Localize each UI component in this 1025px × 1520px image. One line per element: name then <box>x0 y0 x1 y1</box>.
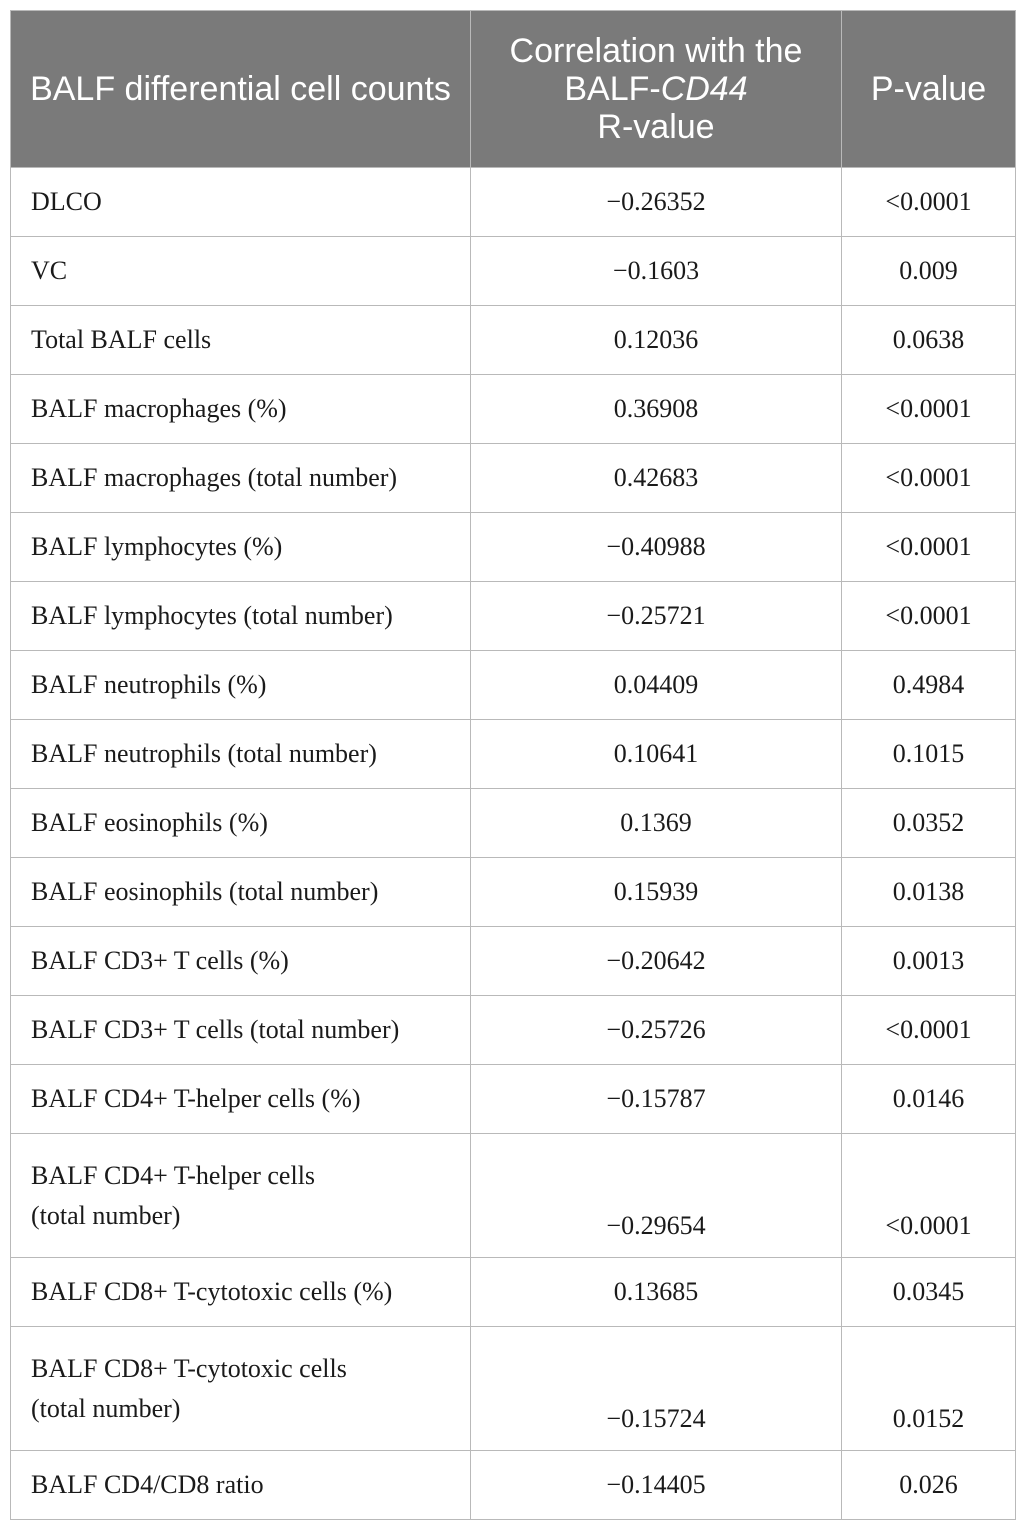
row-label: BALF macrophages (%) <box>11 375 471 444</box>
row-label <box>11 1134 471 1258</box>
p-value-cell: 0.0146 <box>842 1065 1016 1134</box>
p-value-cell: 0.0138 <box>842 858 1016 927</box>
correlation-table-container <box>10 10 1016 1520</box>
table-row <box>11 789 1016 858</box>
table-row <box>11 237 1016 306</box>
row-label <box>11 1327 471 1451</box>
table-row <box>11 1327 1016 1451</box>
row-label: BALF neutrophils (total number) <box>11 720 471 789</box>
row-label: BALF CD3+ T cells (%) <box>11 927 471 996</box>
r-value-cell: 0.12036 <box>471 306 842 375</box>
r-value-cell: 0.13685 <box>471 1258 842 1327</box>
r-value-cell: 0.10641 <box>471 720 842 789</box>
row-label: BALF CD4+ T-helper cells (%) <box>11 1065 471 1134</box>
r-value-header-suffix: R-value <box>597 108 715 146</box>
row-label-line-1: BALF CD8+ T-cytotoxic cells <box>31 1353 347 1383</box>
r-value-cell: 0.1369 <box>471 789 842 858</box>
p-value-cell: 0.026 <box>842 1451 1016 1520</box>
table-row <box>11 444 1016 513</box>
r-value-cell: −0.14405 <box>471 1451 842 1520</box>
row-label: BALF macrophages (total number) <box>11 444 471 513</box>
r-value-cell: −0.20642 <box>471 927 842 996</box>
table-row <box>11 306 1016 375</box>
p-value-cell: 0.4984 <box>842 651 1016 720</box>
r-value-cell: −0.15724 <box>471 1327 842 1451</box>
r-value-cell: −0.1603 <box>471 237 842 306</box>
row-label: Total BALF cells <box>11 306 471 375</box>
header-row <box>11 11 1016 168</box>
table-row <box>11 375 1016 444</box>
r-value-cell: 0.15939 <box>471 858 842 927</box>
table-row <box>11 1134 1016 1258</box>
r-value-cell: −0.29654 <box>471 1134 842 1258</box>
p-value-cell: <0.0001 <box>842 444 1016 513</box>
row-label: BALF lymphocytes (%) <box>11 513 471 582</box>
correlation-table <box>10 10 1016 1520</box>
table-row <box>11 996 1016 1065</box>
row-label-line-1: BALF CD4+ T-helper cells <box>31 1160 316 1190</box>
row-label: DLCO <box>11 168 471 237</box>
column-header-p-value: P-value <box>842 11 1016 168</box>
table-row <box>11 168 1016 237</box>
r-value-cell: −0.25721 <box>471 582 842 651</box>
table-row <box>11 720 1016 789</box>
r-value-cell: 0.04409 <box>471 651 842 720</box>
p-value-cell: 0.1015 <box>842 720 1016 789</box>
table-row <box>11 651 1016 720</box>
p-value-cell: 0.0638 <box>842 306 1016 375</box>
p-value-cell: <0.0001 <box>842 996 1016 1065</box>
r-value-cell: −0.25726 <box>471 996 842 1065</box>
row-label: BALF neutrophils (%) <box>11 651 471 720</box>
p-value-cell: 0.0013 <box>842 927 1016 996</box>
row-label: BALF CD3+ T cells (total number) <box>11 996 471 1065</box>
p-value-cell: <0.0001 <box>842 375 1016 444</box>
table-body <box>11 168 1016 1520</box>
p-value-cell: <0.0001 <box>842 168 1016 237</box>
table-row <box>11 927 1016 996</box>
p-value-cell: <0.0001 <box>842 1134 1016 1258</box>
r-value-cell: 0.36908 <box>471 375 842 444</box>
table-row <box>11 1258 1016 1327</box>
r-value-cell: 0.42683 <box>471 444 842 513</box>
r-value-cell: −0.26352 <box>471 168 842 237</box>
row-label: VC <box>11 237 471 306</box>
p-value-cell: 0.009 <box>842 237 1016 306</box>
table-row <box>11 858 1016 927</box>
table-row <box>11 1065 1016 1134</box>
row-label: BALF CD8+ T-cytotoxic cells (%) <box>11 1258 471 1327</box>
r-value-header-gene: CD44 <box>660 70 748 108</box>
p-value-cell: 0.0152 <box>842 1327 1016 1451</box>
row-label: BALF eosinophils (total number) <box>11 858 471 927</box>
r-value-header-prefix: Correlation with the BALF- <box>509 32 803 108</box>
row-label-line-2: (total number) <box>31 1393 181 1423</box>
column-header-r-value <box>471 11 842 168</box>
table-row <box>11 582 1016 651</box>
p-value-cell: 0.0352 <box>842 789 1016 858</box>
row-label: BALF CD4/CD8 ratio <box>11 1451 471 1520</box>
row-label: BALF lymphocytes (total number) <box>11 582 471 651</box>
column-header-cell-counts: BALF differential cell counts <box>11 11 471 168</box>
p-value-cell: <0.0001 <box>842 582 1016 651</box>
row-label: BALF eosinophils (%) <box>11 789 471 858</box>
table-row <box>11 513 1016 582</box>
row-label-line-2: (total number) <box>31 1200 181 1230</box>
table-row <box>11 1451 1016 1520</box>
r-value-cell: −0.15787 <box>471 1065 842 1134</box>
p-value-cell: <0.0001 <box>842 513 1016 582</box>
r-value-cell: −0.40988 <box>471 513 842 582</box>
table-header <box>11 11 1016 168</box>
p-value-cell: 0.0345 <box>842 1258 1016 1327</box>
